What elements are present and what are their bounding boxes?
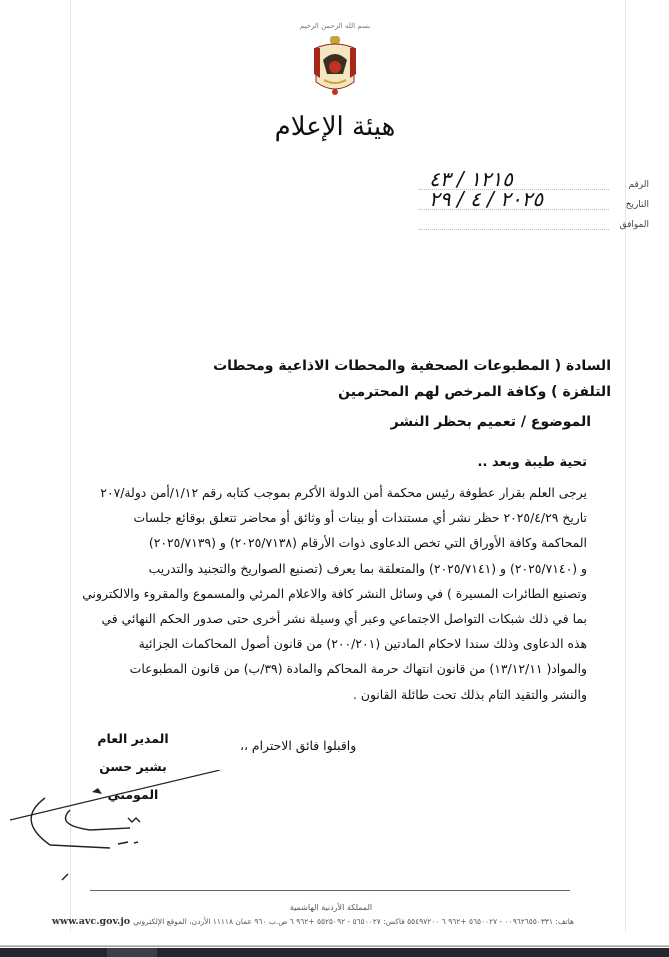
closing-remark: واقبلوا فائق الاحترام ،،	[240, 738, 357, 753]
body-line: يرجى العلم بقرار عطوفة رئيس محكمة أمن الدولة الأكرم بموجب كتابه رقم ١/١٢/أمن دولة/٢٠٧	[100, 485, 587, 500]
body-line: وتصنيع الطائرات المسيرة ) في وسائل النشر كافة والاعلام المرئي والمسموع والمقروء والالكتروني	[82, 585, 587, 601]
footer-contact: هاتف: ٠٠٩٦٢٦٥٥٠٣٣١ - ٥٦٥٠٠٢٧ +٩٦٢ ٦ ٥٥٤٩٧٢٠٠ فاكس: ٥٦٥٠٠٢٧ - ٥٥٢٥٠٩٢ +٩٦٢ ٦ ص.ب ٩٦٠ عمان ١١١١٨ الأردن، الموقع الإلكتروني	[133, 917, 574, 926]
greeting: تحية طيبة وبعد ..	[477, 455, 587, 470]
website-link[interactable]: www.avc.gov.jo	[51, 916, 131, 927]
body-line: و (٢٠٢٥/٧١٤٠) و (٢٠٢٥/٧١٤١) والمتعلقة بما يعرف (تصنيع الصواريخ والتجنيد والتدريب	[148, 560, 587, 576]
organization-name: هيئة الإعلام	[274, 112, 396, 142]
footer-divider	[90, 890, 570, 891]
scan-artifact-line	[625, 0, 626, 932]
addressee	[213, 353, 611, 405]
corresponding-row	[419, 210, 649, 230]
body-line: والنشر والتقيد التام بذلك تحت طائلة القانون .	[352, 686, 587, 702]
basmala: بسم الله الرحمن الرحيم	[299, 22, 371, 30]
date-label: التاريخ	[625, 200, 649, 210]
signatory-name: بشير حسن المومني	[99, 759, 167, 802]
page-edge	[0, 945, 669, 947]
body-line: تاريخ ٢٠٢٥/٤/٢٩ حظر نشر أي مستندات أو بينات أو وثائق أو محاضر تتعلق بوقائع جلسات	[133, 510, 587, 526]
body-line: والمواد( ١٣/١٢/١١) من قانون انتهاك حرمة المحاكم والمادة (٣٩/ب) من قانون المطبوعات	[129, 661, 587, 677]
reference-number-label: الرقم	[628, 180, 649, 190]
signatory-title: المدير العام	[97, 731, 169, 746]
handwritten-signature-icon	[10, 770, 220, 890]
subject-line: الموضوع / تعميم بحظر النشر	[390, 414, 591, 430]
corresponding-label: الموافق	[619, 220, 649, 230]
footer-country: المملكة الأردنية الهاشمية	[289, 903, 373, 912]
addressee-line: السادة ( المطبوعات الصحفية والمحطات الاذاعية ومحطات	[213, 358, 611, 374]
viewer-scroll-thumb[interactable]	[107, 948, 157, 957]
reference-number-value: ١٢١٥ / ٤٣	[429, 167, 513, 191]
body-line: المحاكمة وكافة الأوراق التي تخص الدعاوى ذوات الأرقام (٢٠٢٥/٧١٣٨) و (٢٠٢٥/٧١٣٩)	[148, 535, 587, 551]
body-line: بما في ذلك شبكات التواصل الاجتماعي وعبر أي وسيلة نشر أخرى حتى صدور الحكم النهائي في	[101, 611, 587, 627]
footer-contact-row	[51, 916, 574, 927]
coat-of-arms-icon	[310, 34, 360, 104]
letter-body	[78, 480, 587, 707]
reference-block	[419, 167, 649, 230]
date-value: ٢٠٢٥ / ٤ / ٢٩	[429, 187, 544, 211]
viewer-bottom-bar	[0, 948, 669, 957]
body-line: هذه الدعاوى وذلك سندا لاحكام المادتين (٢٠٠/٢٠١) من قانون أصول المحاكمات الجزائية	[138, 636, 587, 652]
date-row	[419, 187, 649, 211]
footer	[51, 903, 574, 927]
letterhead	[260, 14, 410, 142]
addressee-line: التلفزة ) وكافة المرخص لهم المحترمين	[338, 384, 611, 400]
